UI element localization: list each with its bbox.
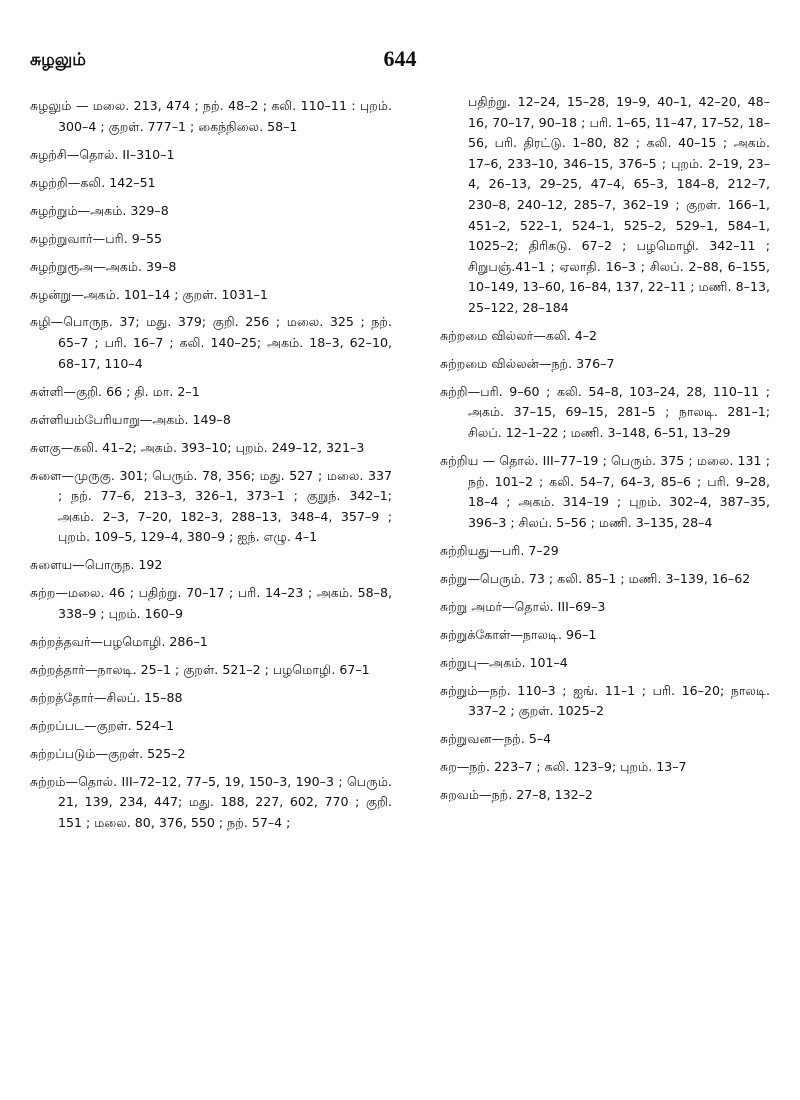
entry-headword: சுற்றும் [440,682,478,698]
entry-headword: சுளைய [30,557,73,573]
index-entry [30,632,392,653]
index-entry [30,438,392,459]
entry-references: —பழமொழி. 286–1 [90,633,208,649]
index-entry [440,729,770,750]
entry-references: —பரி. 7–29 [489,542,559,558]
entry-references: —குறள். 525–2 [95,745,186,761]
entry-references: பதிற்று. 12–24, 15–28, 19–9, 40–1, 42–20, 48–16, 70–17, 90–18 ; பரி. 1–65, 11–47, 17–52, 18–56, பரி. திரட்டு. 1–80, 82 ; கலி. 40–15 ; அகம். 17–6, 233–10, 346–15, 376–5 ; புறம். 2–19, 23–4, 26–13, 29–25, 47–4, 65–3, 184–8, 212–7, 230–8, 240–12, 285–7, 362–19 ; குறள். 166–1, 451–2, 522–1, 524–1, 525–2, 529–1, 584–1, 1025–2; திரிகடு. 67–2 ; பழமொழி. 342–11 ; சிறுபஞ்.41–1 ; ஏலாதி. 16–3 ; சிலப். 2–88, 6–155, 10–149, 13–60, 16–84, 137, 22–11 ; மணி. 8–13, 25–122, 28–184 [468,94,770,315]
index-entry [30,688,392,709]
index-entry [30,716,392,737]
entry-references: —குறி. 66 ; தி. மா. 2–1 [63,383,200,399]
entry-references: —கலி. 142–51 [67,174,156,190]
entry-headword: சுற்றுக்கோள் [440,626,511,642]
entry-references: —நற். 223–7 ; கலி. 123–9; புறம். 13–7 [456,759,687,775]
index-entry [440,597,770,618]
entry-references: —கலி. 4–2 [533,327,598,343]
entry-headword: சுள்ளி [30,383,64,399]
index-entry [30,285,392,306]
entry-headword: சுறவம் [440,787,479,803]
entry-references: —அகம். 39–8 [93,258,177,274]
entry-headword: சுளகு [30,439,61,455]
entry-headword: சுற்றுவன [440,731,492,747]
index-entry [440,653,770,674]
entry-references: —மலை. 46 ; பதிற்று. 70–17 ; பரி. 14–23 ; அகம். 58–8, 338–9 ; புறம். 160–9 [55,585,392,621]
index-entry [440,785,770,806]
entry-references: — மலை. 213, 474 ; நற். 48–2 ; கலி. 110–11 : புறம். 300–4 ; குறள். 777–1 ; கைந்நிலை. 58–1 [58,98,392,134]
page-number: 644 [383,46,417,71]
index-entry [30,145,392,166]
index-entry [30,173,392,194]
entry-references: —அகம். 101–4 [476,654,568,670]
index-entry [440,569,770,590]
entry-references: —குறள். 524–1 [84,717,175,733]
entry-references: —நாலடி. 25–1 ; குறள். 521–2 ; பழமொழி. 67–1 [84,661,370,677]
entry-references: —அகம். 149–8 [139,411,231,427]
right-column [440,92,770,813]
entry-headword: சுற்றிய [440,453,479,469]
entry-headword: சுழன்று [30,286,72,302]
page-header [0,44,800,80]
entry-headword: சுற்றத்தோர் [30,689,94,705]
entry-headword: சுழி [30,314,51,330]
entry-references: —பொருந. 192 [72,557,163,573]
entry-headword: சுள்ளியம்பேரியாறு [30,411,140,427]
entry-headword: சுற்றப்பட [30,717,85,733]
left-column [30,96,392,841]
index-entry [30,257,392,278]
running-head: சுழலும் [30,50,86,70]
entry-headword: சுற்றம் [30,773,66,789]
index-entry [440,681,770,722]
entry-references: — தொல். III–77–19 ; பெரும். 375 ; மலை. 131 ; நற். 101–2 ; கலி. 54–7, 64–3, 85–6 ; பரி. 9–28, 18–4 ; அகம். 314–19 ; புறம். 302–4, 387–35, 396–3 ; சிலப். 5–56 ; மணி. 3–135, 28–4 [468,453,770,530]
entry-headword: சுழலும் [30,98,72,113]
index-entry [440,92,770,319]
entry-references: —அகம். 329–8 [77,202,169,218]
entry-headword: சுற [440,759,457,775]
entry-headword: சுற்ற [30,585,56,601]
index-entry [30,96,392,137]
index-entry [440,382,770,444]
index-entry [440,326,770,347]
entry-headword: சுற்றி [440,383,468,399]
entry-references: —பரி. 9–60 ; கலி. 54–8, 103–24, 28, 110–11 ; அகம். 37–15, 69–15, 281–5 ; நாலடி. 281–1; சிலப். 12–1–22 ; மணி. 3–148, 6–51, 13–29 [467,383,770,441]
entry-headword: சுற்றியது [440,542,490,558]
index-entry [440,541,770,562]
entry-headword: சுழற்சி [30,146,67,162]
entry-headword: சுற்று அமர் [440,598,503,614]
index-entry [30,229,392,250]
entry-headword: சுற்றுபு [440,654,477,670]
entry-headword: சுளை [30,467,62,483]
entry-headword: சுழற்றுரூஅ [30,258,94,274]
entry-headword: சுற்றமை வில்லர் [440,327,534,343]
entry-headword: சுற்றத்தார் [30,661,85,677]
entry-headword: சுற்று [440,570,468,586]
index-entry [30,410,392,431]
index-entry [30,583,392,624]
entry-headword: சுற்றத்தவர் [30,633,91,649]
entry-headword: சுற்றமை வில்லன் [440,355,539,371]
index-entry [30,312,392,374]
entry-headword: சுழற்றி [30,174,68,190]
entry-references: —கலி. 41–2; அகம். 393–10; புறம். 249–12, 321–3 [60,439,365,455]
index-entry [30,201,392,222]
entry-references: —நற். 27–8, 132–2 [478,787,593,803]
entry-references: —நற். 5–4 [491,731,552,747]
entry-references: —பரி. 9–55 [92,230,163,246]
index-entry [30,660,392,681]
entry-references: —தொல். III–72–12, 77–5, 19, 150–3, 190–3 ; பெரும். 21, 139, 234, 447; மது. 188, 227, 602, 770 ; குறி. 151 ; மலை. 80, 376, 550 ; நற். 57–4 ; [58,773,392,831]
entry-headword: சுற்றப்படும் [30,745,96,761]
index-entry [440,354,770,375]
index-entry [440,451,770,533]
entry-references: —சிலப். 15–88 [93,689,183,705]
entry-references: —பொருந. 37; மது. 379; குறி. 256 ; மலை. 325 ; நற். 65–7 ; பரி. 16–7 ; கலி. 140–25; அகம். 18–3, 62–10, 68–17, 110–4 [50,314,392,371]
entry-references: —நற். 376–7 [538,355,615,371]
index-entry [30,772,392,834]
entry-references: —பெரும். 73 ; கலி. 85–1 ; மணி. 3–139, 16–62 [467,570,751,586]
index-entry [30,555,392,576]
entry-references: —நாலடி. 96–1 [510,626,597,642]
entry-references: —தொல். II–310–1 [66,146,175,162]
index-entry [440,625,770,646]
index-entry [30,466,392,548]
index-entry [440,757,770,778]
entry-references: —நற். 110–3 ; ஐங். 11–1 ; பரி. 16–20; நாலடி. 337–2 ; குறள். 1025–2 [468,682,770,719]
entry-headword: சுழற்றும் [30,202,78,218]
index-entry [30,382,392,403]
entry-references: —முருகு. 301; பெரும். 78, 356; மது. 527 ; மலை. 337 ; நற். 77–6, 213–3, 326–1, 373–1 ; குறுந். 342–1; அகம். 2–3, 7–20, 182–3, 288–13, 348–4, 357–9 ; புறம். 109–5, 129–4, 380–9 ; ஐந். எழு. 4–1 [58,467,392,545]
index-entry [30,744,392,765]
entry-references: —தொல். III–69–3 [502,598,606,614]
entry-headword: சுழற்றுவார் [30,230,93,246]
entry-references: —அகம். 101–14 ; குறள். 1031–1 [71,286,268,302]
